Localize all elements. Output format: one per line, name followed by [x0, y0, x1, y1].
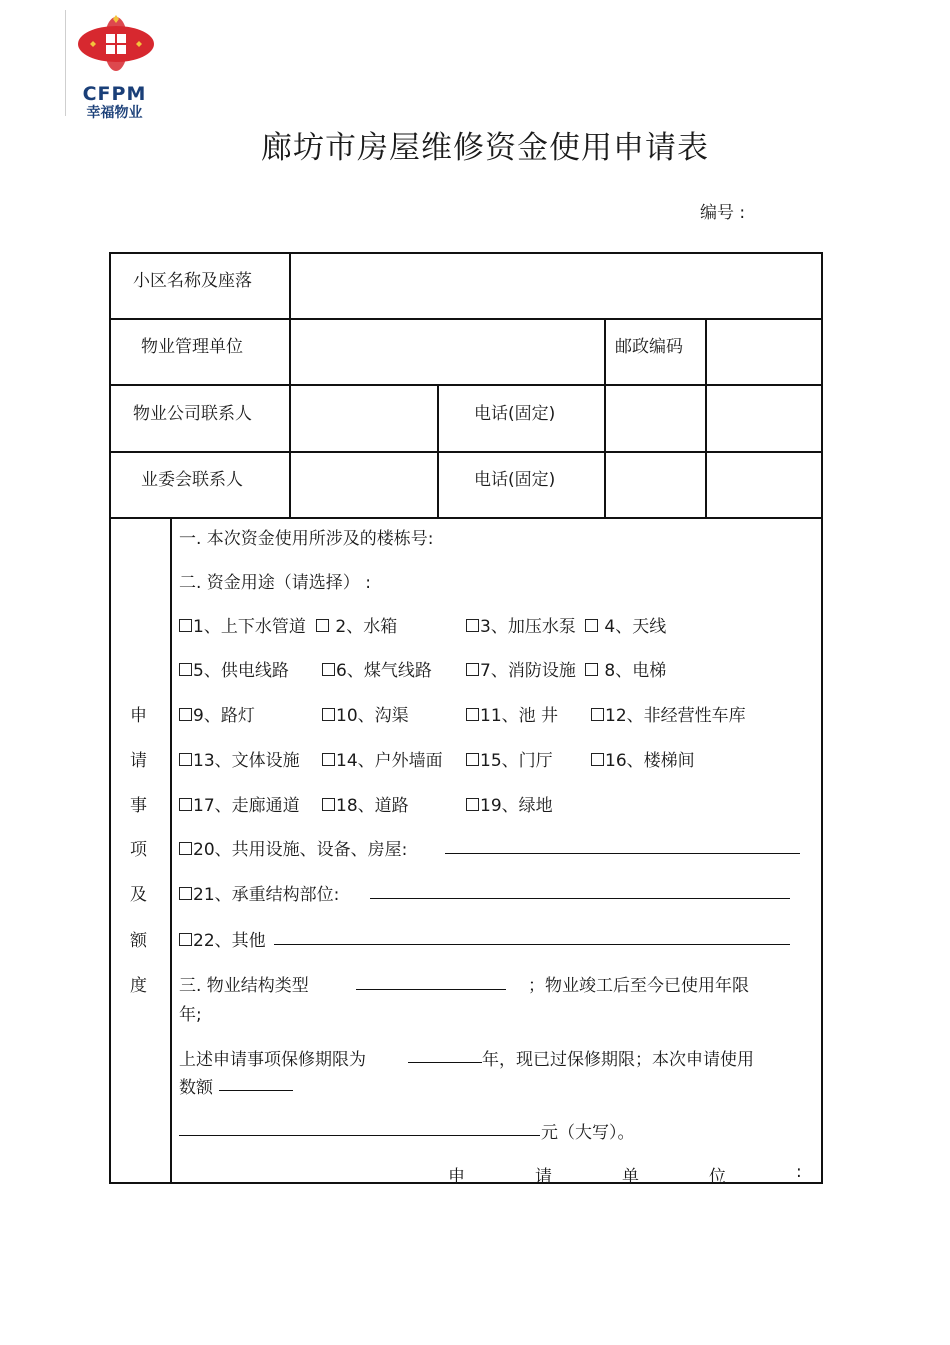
applicant-label-char: 位: [709, 1167, 726, 1187]
checkbox-icon[interactable]: [179, 887, 192, 900]
option-checkbox[interactable]: 22、其他: [179, 926, 266, 951]
checkbox-icon[interactable]: [585, 619, 598, 632]
question-fund-purpose: 二. 资金用途（请选择） :: [179, 573, 371, 593]
checkbox-icon[interactable]: [179, 842, 192, 855]
checkbox-icon[interactable]: [179, 798, 192, 811]
phone-field-1b[interactable]: [707, 386, 820, 450]
option-checkbox[interactable]: 1、上下水管道: [179, 612, 306, 637]
checkbox-icon[interactable]: [466, 798, 479, 811]
serial-number-label: 编号 :: [700, 203, 746, 223]
option-checkbox[interactable]: 15、门厅: [466, 746, 553, 771]
logo-brand-en: CFPM: [82, 83, 147, 105]
company-contact-label: 物业公司联系人: [133, 404, 252, 424]
option-checkbox[interactable]: 4、天线: [585, 612, 666, 637]
checkbox-icon[interactable]: [322, 663, 335, 676]
blank-line-amount-capital[interactable]: [179, 1135, 540, 1136]
mgmt-unit-field[interactable]: [292, 320, 603, 383]
checkbox-icon[interactable]: [179, 933, 192, 946]
committee-contact-field[interactable]: [292, 453, 436, 516]
phone-field-1a[interactable]: [606, 386, 704, 450]
option-checkbox[interactable]: 20、共用设施、设备、房屋:: [179, 835, 407, 860]
mgmt-unit-label: 物业管理单位: [141, 337, 243, 357]
option-checkbox[interactable]: 21、承重结构部位:: [179, 880, 339, 905]
question-building-numbers: 一. 本次资金使用所涉及的楼栋号:: [179, 529, 434, 549]
option-checkbox[interactable]: 2、水箱: [316, 612, 397, 637]
option-checkbox[interactable]: 6、煤气线路: [322, 656, 432, 681]
applicant-label-char: 单: [622, 1167, 639, 1187]
phone-label-2: 电话(固定): [474, 470, 556, 490]
checkbox-icon[interactable]: [179, 663, 192, 676]
committee-contact-label: 业委会联系人: [141, 470, 243, 490]
community-name-label: 小区名称及座落: [133, 271, 252, 291]
option-checkbox[interactable]: 11、池 井: [466, 701, 558, 726]
side-label-char: 申: [130, 706, 147, 726]
option-checkbox[interactable]: 9、路灯: [179, 701, 255, 726]
phone-field-2b[interactable]: [707, 453, 820, 516]
checkbox-icon[interactable]: [322, 708, 335, 721]
checkbox-icon[interactable]: [179, 619, 192, 632]
amount-capital-label: 元（大写）。: [541, 1123, 635, 1143]
checkbox-icon[interactable]: [466, 663, 479, 676]
checkbox-icon[interactable]: [322, 798, 335, 811]
checkbox-icon[interactable]: [466, 708, 479, 721]
option-checkbox[interactable]: 12、非经营性车库: [591, 701, 746, 726]
postcode-field[interactable]: [707, 320, 820, 383]
phone-label-1: 电话(固定): [474, 404, 556, 424]
option-checkbox[interactable]: 8、电梯: [585, 656, 666, 681]
amount-label: 数额: [179, 1078, 213, 1098]
checkbox-icon[interactable]: [316, 619, 329, 632]
checkbox-icon[interactable]: [179, 708, 192, 721]
checkbox-icon[interactable]: [179, 753, 192, 766]
side-label-char: 请: [130, 751, 147, 771]
checkbox-icon[interactable]: [466, 753, 479, 766]
side-label-char: 项: [130, 840, 147, 860]
community-name-field[interactable]: [292, 254, 820, 317]
blank-line-other[interactable]: [274, 944, 790, 945]
option-checkbox[interactable]: 16、楼梯间: [591, 746, 695, 771]
blank-line-structure-type[interactable]: [356, 989, 506, 990]
logo-emblem-icon: [66, 10, 163, 85]
option-checkbox[interactable]: 17、走廊通道: [179, 791, 300, 816]
checkbox-icon[interactable]: [322, 753, 335, 766]
option-checkbox[interactable]: 13、文体设施: [179, 746, 300, 771]
side-label-char: 及: [130, 885, 147, 905]
option-checkbox[interactable]: 10、沟渠: [322, 701, 409, 726]
postcode-label: 邮政编码: [615, 337, 683, 357]
applicant-label-char: 申: [448, 1167, 465, 1187]
option-checkbox[interactable]: 7、消防设施: [466, 656, 576, 681]
option-checkbox[interactable]: 18、道路: [322, 791, 409, 816]
option-checkbox[interactable]: 5、供电线路: [179, 656, 289, 681]
phone-field-2a[interactable]: [606, 453, 704, 516]
option-checkbox[interactable]: 14、户外墙面: [322, 746, 443, 771]
blank-line-common-facilities[interactable]: [445, 853, 800, 854]
years-used-suffix: 年;: [179, 1005, 202, 1025]
page-title: 廊坊市房屋维修资金使用申请表: [261, 130, 709, 166]
checkbox-icon[interactable]: [585, 663, 598, 676]
checkbox-icon[interactable]: [591, 708, 604, 721]
question-structure-type: 三. 物业结构类型: [179, 976, 309, 996]
blank-line-load-structure[interactable]: [370, 898, 790, 899]
side-label-char: 度: [130, 976, 147, 996]
option-checkbox[interactable]: 19、绿地: [466, 791, 553, 816]
question-years-used: ；物业竣工后至今已使用年限: [528, 976, 749, 996]
warranty-text-b: 年，现已过保修期限；本次申请使用: [482, 1050, 754, 1070]
logo-brand-cn: 幸福物业: [86, 105, 143, 121]
applicant-label-char: 请: [535, 1167, 552, 1187]
blank-line-amount[interactable]: [219, 1090, 293, 1091]
option-checkbox[interactable]: 3、加压水泵: [466, 612, 576, 637]
checkbox-icon[interactable]: [466, 619, 479, 632]
company-logo: [65, 10, 163, 121]
warranty-text-a: 上述申请事项保修期限为: [179, 1050, 366, 1070]
checkbox-icon[interactable]: [591, 753, 604, 766]
blank-line-warranty[interactable]: [408, 1062, 482, 1063]
side-label-char: 额: [130, 931, 147, 951]
side-label-char: 事: [130, 796, 147, 816]
company-contact-field[interactable]: [292, 386, 436, 450]
applicant-label-char: :: [796, 1162, 802, 1182]
